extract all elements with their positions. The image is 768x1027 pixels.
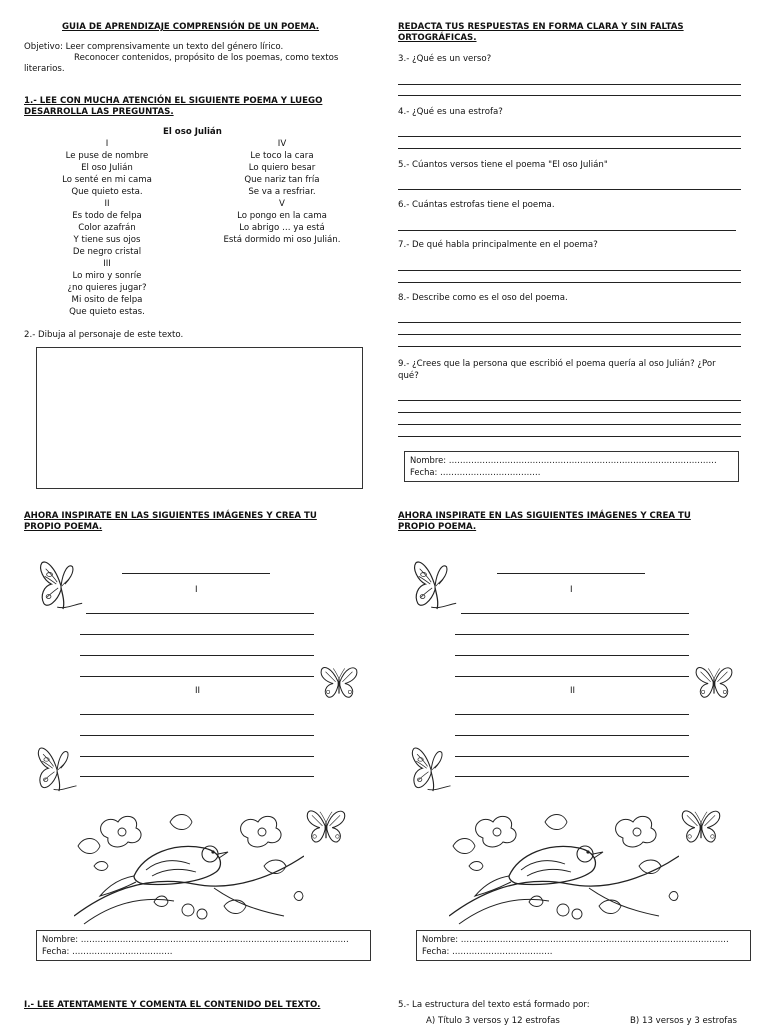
question-7: 7.- De qué habla principalmente en el poema? bbox=[398, 240, 598, 250]
question-9: qué? bbox=[398, 371, 419, 381]
poem-verse: Que nariz tan fría bbox=[244, 175, 320, 185]
bird-scene-illustration bbox=[449, 806, 679, 926]
create-poem-heading: PROPIO POEMA. bbox=[398, 522, 477, 532]
poem-verse: ¿no quieres jugar? bbox=[67, 283, 147, 293]
answer-line[interactable] bbox=[398, 189, 741, 190]
question-5: 5.- Cúantos versos tiene el poema "El oso Julián" bbox=[398, 160, 608, 170]
butterfly-illustration bbox=[38, 556, 86, 616]
poem-column-2 bbox=[206, 138, 358, 246]
verse-line[interactable] bbox=[455, 714, 689, 715]
date-field[interactable]: Fecha: ……………………………… bbox=[42, 946, 173, 956]
answer-line[interactable] bbox=[398, 84, 741, 85]
poem-title-line[interactable] bbox=[122, 573, 270, 574]
verse-line[interactable] bbox=[86, 613, 314, 614]
objective-text: literarios. bbox=[24, 64, 65, 74]
poem-verse: Y tiene sus ojos bbox=[73, 235, 141, 245]
poem-title-line[interactable] bbox=[497, 573, 645, 574]
answer-line[interactable] bbox=[398, 148, 741, 149]
stanza-number: I bbox=[195, 585, 198, 595]
poem-verse: Lo miro y sonríe bbox=[72, 271, 142, 281]
instruction-1: 1.- LEE CON MUCHA ATENCIÓN EL SIGUIENTE POEMA Y LUEGO bbox=[24, 96, 323, 106]
reading-instruction: I.- LEE ATENTAMENTE Y COMENTA EL CONTENIDO DEL TEXTO. bbox=[24, 1000, 321, 1010]
drawing-box[interactable] bbox=[36, 347, 363, 489]
worksheet-title: GUIA DE APRENDIZAJE COMPRENSIÓN DE UN POEMA. bbox=[62, 22, 320, 32]
question-3: 3.- ¿Qué es un verso? bbox=[398, 54, 492, 64]
poem-verse: De negro cristal bbox=[72, 247, 142, 257]
verse-line[interactable] bbox=[455, 756, 689, 757]
create-poem-heading: AHORA INSPIRATE EN LAS SIGUIENTES IMÁGENES Y CREA TU bbox=[398, 511, 691, 521]
name-date-box[interactable] bbox=[404, 451, 739, 482]
poem-verse: Le puse de nombre bbox=[65, 151, 149, 161]
poem-verse: Color azafrán bbox=[78, 223, 136, 233]
name-field[interactable]: Nombre: …………………………………………………………………………………… bbox=[42, 934, 349, 944]
question-4: 4.- ¿Qué es una estrofa? bbox=[398, 107, 503, 117]
date-field[interactable]: Fecha: ……………………………… bbox=[410, 467, 541, 477]
verse-line[interactable] bbox=[80, 634, 314, 635]
objective-text: Objetivo: Leer comprensivamente un texto del género lírico. bbox=[24, 42, 284, 52]
butterfly-illustration bbox=[412, 556, 460, 616]
answers-header: ORTOGRÁFICAS. bbox=[398, 33, 477, 43]
poem-verse: II bbox=[104, 199, 110, 209]
name-field[interactable]: Nombre: …………………………………………………………………………………… bbox=[410, 455, 717, 465]
answer-option-a[interactable]: A) Título 3 versos y 12 estrofas bbox=[426, 1016, 560, 1026]
answer-line[interactable] bbox=[398, 412, 741, 413]
poem-verse: III bbox=[103, 259, 111, 269]
answer-line[interactable] bbox=[398, 95, 741, 96]
verse-line[interactable] bbox=[455, 634, 689, 635]
butterfly-illustration bbox=[410, 742, 454, 798]
question-structure: 5.- La estructura del texto está formado por: bbox=[398, 1000, 590, 1010]
create-poem-heading: AHORA INSPIRATE EN LAS SIGUIENTES IMÁGENES Y CREA TU bbox=[24, 511, 317, 521]
verse-line[interactable] bbox=[80, 735, 314, 736]
answer-line[interactable] bbox=[398, 136, 741, 137]
question-8: 8.- Describe como es el oso del poema. bbox=[398, 293, 568, 303]
answer-line[interactable] bbox=[398, 282, 741, 283]
poem-verse: Lo senté en mi cama bbox=[62, 175, 152, 185]
answer-line[interactable] bbox=[398, 270, 741, 271]
question-9: 9.- ¿Crees que la persona que escribió el poema quería al oso Julián? ¿Por bbox=[398, 359, 716, 369]
verse-line[interactable] bbox=[80, 655, 314, 656]
poem-verse: I bbox=[105, 139, 109, 149]
answers-header: REDACTA TUS RESPUESTAS EN FORMA CLARA Y SIN FALTAS bbox=[398, 22, 684, 32]
poem-verse: Lo abrigo … ya está bbox=[239, 223, 325, 233]
butterfly-illustration bbox=[318, 660, 360, 702]
name-field[interactable]: Nombre: …………………………………………………………………………………… bbox=[422, 934, 729, 944]
answer-line[interactable] bbox=[398, 322, 741, 323]
poem-verse: Es todo de felpa bbox=[72, 211, 142, 221]
butterfly-illustration bbox=[304, 802, 348, 848]
answer-line[interactable] bbox=[398, 334, 741, 335]
answer-line[interactable] bbox=[398, 424, 741, 425]
verse-line[interactable] bbox=[80, 756, 314, 757]
poem-verse: Mi osito de felpa bbox=[71, 295, 143, 305]
answer-line[interactable] bbox=[398, 436, 741, 437]
butterfly-illustration bbox=[36, 742, 80, 798]
instruction-1: DESARROLLA LAS PREGUNTAS. bbox=[24, 107, 174, 117]
verse-line[interactable] bbox=[455, 655, 689, 656]
poem-verse: El oso Julián bbox=[81, 163, 133, 173]
poem-verse: Está dormido mi oso Julián. bbox=[223, 235, 341, 245]
poem-verse: Que quieto estas. bbox=[69, 307, 145, 317]
stanza-number: II bbox=[195, 686, 201, 696]
instruction-2: 2.- Dibuja al personaje de este texto. bbox=[24, 330, 184, 340]
answer-option-b[interactable]: B) 13 versos y 3 estrofas bbox=[630, 1016, 738, 1026]
stanza-number: II bbox=[570, 686, 576, 696]
date-field[interactable]: Fecha: ……………………………… bbox=[422, 946, 553, 956]
answer-line[interactable] bbox=[398, 346, 741, 347]
verse-line[interactable] bbox=[80, 676, 314, 677]
poem-column-1 bbox=[40, 138, 174, 318]
name-date-box[interactable] bbox=[36, 930, 371, 961]
poem-verse: Lo pongo en la cama bbox=[237, 211, 327, 221]
answer-line[interactable] bbox=[398, 400, 741, 401]
verse-line[interactable] bbox=[455, 735, 689, 736]
verse-line[interactable] bbox=[80, 776, 314, 777]
stanza-number: I bbox=[570, 585, 573, 595]
poem-verse: Le toco la cara bbox=[250, 151, 314, 161]
name-date-box[interactable] bbox=[416, 930, 751, 961]
poem-title: El oso Julián bbox=[163, 127, 222, 137]
create-poem-heading: PROPIO POEMA. bbox=[24, 522, 103, 532]
butterfly-illustration bbox=[693, 660, 735, 702]
poem-verse: Lo quiero besar bbox=[248, 163, 316, 173]
poem-verse: IV bbox=[277, 139, 287, 149]
verse-line[interactable] bbox=[455, 676, 689, 677]
verse-line[interactable] bbox=[80, 714, 314, 715]
butterfly-illustration bbox=[679, 802, 723, 848]
verse-line[interactable] bbox=[461, 613, 689, 614]
question-6: 6.- Cuántas estrofas tiene el poema. bbox=[398, 200, 555, 210]
answer-line[interactable] bbox=[398, 230, 736, 231]
verse-line[interactable] bbox=[455, 776, 689, 777]
objective-text: Reconocer contenidos, propósito de los poemas, como textos bbox=[74, 53, 339, 63]
bird-scene-illustration bbox=[74, 806, 304, 926]
poem-verse: Se va a resfriar. bbox=[248, 187, 316, 197]
poem-verse: V bbox=[279, 199, 285, 209]
poem-verse: Que quieto esta. bbox=[71, 187, 143, 197]
